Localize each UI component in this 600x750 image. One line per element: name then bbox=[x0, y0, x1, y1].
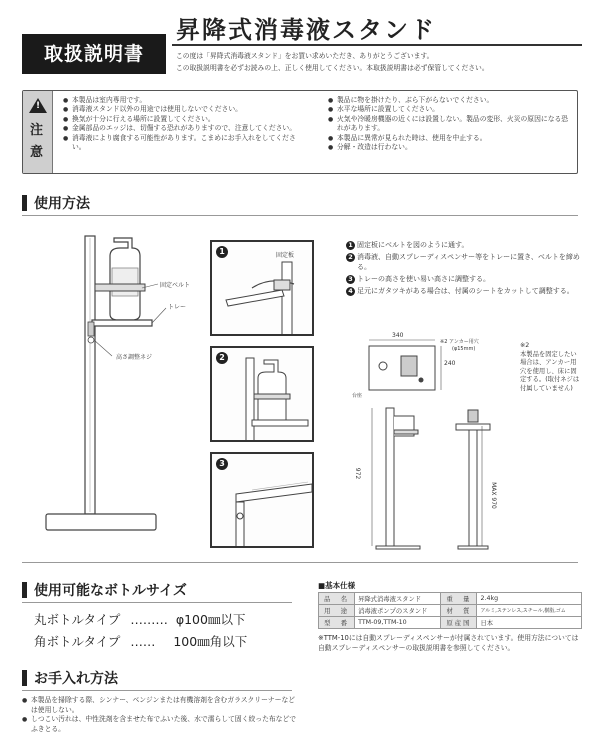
spec-value: アルミ,ステンレス,スチール,樹脂,ゴム bbox=[477, 605, 582, 617]
step-text: 消毒液、自動スプレーディスペンサー等をトレーに置き、ベルトを締める。 bbox=[357, 253, 580, 271]
section-divider bbox=[22, 602, 292, 603]
intro-line: この取扱説明書を必ずお読みの上、正しく使用してください。本取扱説明書は必ず保管してください。 bbox=[176, 64, 489, 72]
bottle-dots: ……… bbox=[130, 612, 168, 627]
step-item bbox=[346, 286, 586, 296]
warning-icon bbox=[29, 98, 47, 113]
step-panel-2 bbox=[210, 346, 314, 442]
caution-item: ● 水平な場所に設置してください。 bbox=[328, 105, 573, 114]
step-panel-1 bbox=[210, 240, 314, 336]
bottle-type: 角ボトルタイプ bbox=[34, 634, 121, 649]
caution-item: ● 本製品に異常が見られた時は、使用を中止する。 bbox=[328, 134, 573, 143]
manual-badge: 取扱説明書 bbox=[22, 34, 166, 74]
specs-heading: ■基本仕様 bbox=[318, 581, 356, 590]
intro-line: この度は「昇降式消毒液スタンド」をお買い求めいただき、ありがとうございます。 bbox=[176, 52, 434, 60]
stand-illustration bbox=[40, 228, 200, 548]
step-number-icon: 2 bbox=[346, 253, 355, 262]
anchor-label: ※2 アンカー用穴 bbox=[440, 339, 479, 345]
step-number-icon: 1 bbox=[346, 241, 355, 250]
caution-list-left bbox=[63, 96, 308, 152]
spec-value: 昇降式消毒液スタンド bbox=[355, 593, 441, 605]
caution-item: ● 分解・改造は行わない。 bbox=[328, 143, 573, 152]
step-number-icon: 4 bbox=[346, 287, 355, 296]
caution-item: ● 消毒液により腐食する可能性があります。こまめにお手入れをしてください。 bbox=[63, 134, 308, 153]
anchor-note: ※2 本製品を固定したい場合は、アンカー用穴を使用し、床に固定する。(取付ネジは付属していません) bbox=[520, 342, 580, 392]
spec-value: 日本 bbox=[477, 617, 582, 629]
label-tray: トレー bbox=[168, 304, 187, 311]
section-marker bbox=[22, 582, 27, 598]
spec-value: 消毒液ポンプのスタンド bbox=[355, 605, 441, 617]
step-3-drawing bbox=[212, 454, 314, 548]
bottle-row bbox=[34, 632, 247, 650]
spec-value: TTM-09,TTM-10 bbox=[355, 617, 441, 629]
care-list bbox=[22, 696, 298, 734]
bottle-row bbox=[34, 610, 245, 628]
section-marker bbox=[22, 195, 27, 211]
caution-list-right bbox=[328, 96, 573, 152]
title-divider bbox=[172, 44, 582, 46]
caution-item: ● 消毒液スタンド以外の用途では使用しないでください。 bbox=[63, 105, 308, 114]
caution-item: ● 製品に物を掛けたり、ぶら下がらないでください。 bbox=[328, 96, 573, 105]
step-2-drawing bbox=[212, 348, 314, 442]
step-text: 固定板にベルトを図のように通す。 bbox=[357, 241, 469, 249]
step-panel-3 bbox=[210, 452, 314, 548]
specs-note: ※TTM-10には自動スプレーディスペンサーが付属されています。使用方法については自動スプレーディスペンサーの取扱説明書を参照してください。 bbox=[318, 634, 579, 652]
caution-item: ● 本製品は室内専用です。 bbox=[63, 96, 308, 105]
caution-char: 注 bbox=[30, 123, 44, 138]
specs-table bbox=[318, 592, 582, 629]
top-view-drawing bbox=[355, 330, 515, 402]
spec-key: 原産国 bbox=[441, 617, 477, 629]
step-item bbox=[346, 252, 586, 272]
spec-key: 重 量 bbox=[441, 593, 477, 605]
table-row bbox=[319, 617, 582, 629]
step-text: トレーの高さを使い易い高さに調整する。 bbox=[357, 275, 490, 283]
care-item: ● しつこい汚れは、中性洗剤を含ませた布でふいた後、水で濡らして固く絞った布などでふきとる。 bbox=[22, 715, 298, 734]
bottle-size: φ100㎜以下 bbox=[175, 612, 246, 627]
step-number-2: 2 bbox=[216, 352, 228, 364]
bottles-heading: 使用可能なボトルサイズ bbox=[34, 583, 187, 599]
spec-key: 材 質 bbox=[441, 605, 477, 617]
spec-value: 2.4kg bbox=[477, 593, 582, 605]
step-item bbox=[346, 240, 586, 250]
caution-box bbox=[22, 90, 578, 174]
step-text: 足元にガタツキがある場合は、付属のシートをカットして調整する。 bbox=[357, 287, 574, 295]
spec-key: 用 途 bbox=[319, 605, 355, 617]
section-divider bbox=[22, 562, 578, 563]
section-divider bbox=[22, 690, 292, 691]
label-base: 台座 bbox=[352, 393, 363, 399]
intro-text bbox=[176, 50, 489, 74]
spec-key: 型 番 bbox=[319, 617, 355, 629]
step-number-1: 1 bbox=[216, 246, 228, 258]
table-row bbox=[319, 605, 582, 617]
bottle-size: 100㎜角以下 bbox=[173, 634, 248, 649]
step-1-drawing bbox=[212, 242, 314, 336]
caution-char: 意 bbox=[30, 145, 44, 160]
anchor-diameter: (φ15mm) bbox=[452, 346, 476, 352]
dim-depth: 240 bbox=[444, 360, 456, 367]
section-marker bbox=[22, 670, 27, 686]
usage-steps bbox=[346, 240, 586, 298]
table-row bbox=[319, 593, 582, 605]
dim-max-height: MAX 970 bbox=[489, 482, 497, 509]
elevation-drawings bbox=[362, 402, 562, 550]
step-number-3: 3 bbox=[216, 458, 228, 470]
page-title: 昇降式消毒液スタンド bbox=[176, 16, 436, 44]
caution-sidebar bbox=[23, 91, 53, 173]
step-item bbox=[346, 274, 586, 284]
caution-item: ● 金属部品のエッジは、切傷する恐れがありますので、注意してください。 bbox=[63, 124, 308, 133]
label-screw: 高さ調整ネジ bbox=[116, 354, 153, 361]
dim-height: 972 bbox=[354, 467, 362, 480]
bottle-dots: …… bbox=[130, 634, 156, 649]
bottle-type: 丸ボトルタイプ bbox=[34, 612, 121, 627]
usage-heading: 使用方法 bbox=[34, 196, 90, 212]
label-belt: 固定ベルト bbox=[160, 282, 191, 289]
caution-item: ● 換気が十分に行える場所に設置してください。 bbox=[63, 115, 308, 124]
caution-item: ● 火気や冷暖房機器の近くには設置しない。製品の変形、火災の原因になる恐れがあります。 bbox=[328, 115, 573, 134]
spec-key: 品 名 bbox=[319, 593, 355, 605]
dim-width: 340 bbox=[392, 332, 404, 339]
label-plate: 固定板 bbox=[276, 252, 295, 259]
section-divider bbox=[22, 215, 578, 216]
care-heading: お手入れ方法 bbox=[34, 671, 118, 687]
care-item: ● 本製品を掃除する際、シンナー、ベンジンまたは有機溶剤を含むガラスクリーナーなどは使用しない。 bbox=[22, 696, 298, 715]
step-number-icon: 3 bbox=[346, 275, 355, 284]
